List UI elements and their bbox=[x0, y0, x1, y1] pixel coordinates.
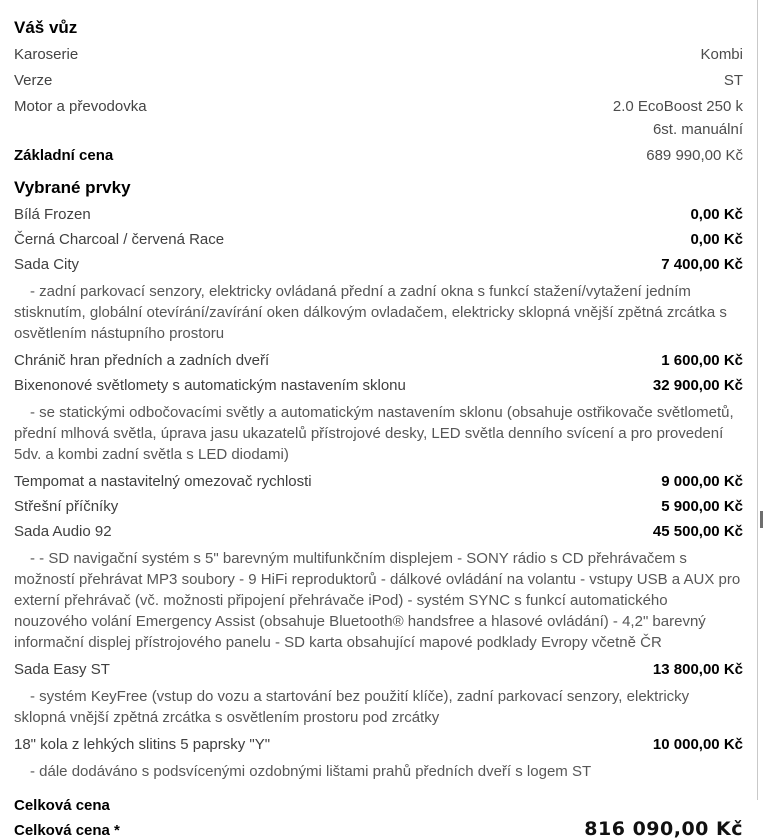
feature-name: Sada Audio 92 bbox=[14, 523, 112, 540]
feature-row bbox=[14, 206, 743, 224]
feature-description: - zadní parkovací senzory, elektricky ovládaná přední a zadní okna s funkcí stažení/vytažení jedním stisknutím, globální otevírání/zavírání oken dálkovým ovladačem, elektricky sklopná vnější zpětná zrcátka s osvětlením nástupního prostoru bbox=[14, 283, 727, 342]
total-price-row bbox=[14, 820, 743, 840]
feature-price: 1 600,00 Kč bbox=[661, 352, 743, 369]
feature-price: 5 900,00 Kč bbox=[661, 498, 743, 515]
spec-row-karoserie bbox=[14, 46, 743, 64]
spec-value: Kombi bbox=[700, 46, 743, 63]
feature-price: 13 800,00 Kč bbox=[652, 661, 743, 678]
feature-name: Sada City bbox=[14, 256, 80, 273]
spec-value: ST bbox=[723, 72, 743, 89]
spec-row-gearbox bbox=[14, 121, 743, 139]
total-price-section bbox=[14, 797, 743, 840]
feature-name: Černá Charcoal / červená Race bbox=[14, 231, 225, 248]
feature-description: - systém KeyFree (vstup do vozu a startování bez použití klíče), zadní parkovací senzory, elektricky sklopná vnější zpětná zrcátka s osvětlením prostoru pod zrcátky bbox=[14, 688, 690, 726]
feature-name: Bílá Frozen bbox=[14, 206, 91, 223]
features-section-title: Vybrané prvky bbox=[14, 178, 131, 197]
feature-price: 0,00 Kč bbox=[690, 231, 743, 248]
total-price-value: 816 090,00 Kč bbox=[584, 818, 743, 840]
spec-label: Verze bbox=[14, 72, 53, 89]
spec-value: 6st. manuální bbox=[652, 121, 743, 138]
feature-row bbox=[14, 523, 743, 541]
base-price-value: 689 990,00 Kč bbox=[646, 147, 743, 164]
base-price-label: Základní cena bbox=[14, 147, 114, 164]
feature-name: Bixenonové světlomety s automatickým nastavením sklonu bbox=[14, 377, 406, 394]
feature-row bbox=[14, 352, 743, 370]
feature-name: Sada Easy ST bbox=[14, 661, 110, 678]
feature-row bbox=[14, 377, 743, 395]
feature-price: 9 000,00 Kč bbox=[661, 473, 743, 490]
spec-value: 2.0 EcoBoost 250 k bbox=[612, 98, 743, 115]
spec-label: Karoserie bbox=[14, 46, 79, 63]
selected-features-section bbox=[14, 178, 743, 782]
feature-row bbox=[14, 256, 743, 274]
feature-name: Chránič hran předních a zadních dveří bbox=[14, 352, 270, 369]
car-summary-section bbox=[14, 18, 743, 165]
feature-description: - dále dodáváno s podsvícenými ozdobnými lištami prahů předních dveří s logem ST bbox=[30, 763, 592, 780]
feature-price: 45 500,00 Kč bbox=[652, 523, 743, 540]
feature-row bbox=[14, 473, 743, 491]
car-section-title: Váš vůz bbox=[14, 18, 78, 37]
feature-description: - se statickými odbočovacími světly a automatickým nastavením sklonu (obsahuje ostřikovače světlometů, přední mlhová světla, úprava jasu ukazatelů přístrojové desky, LED světla denního svícení a pro provedení 5dv. a kombi zadní světla s LED diodami) bbox=[14, 404, 734, 463]
feature-name: Tempomat a nastavitelný omezovač rychlosti bbox=[14, 473, 312, 490]
spec-row-motor bbox=[14, 98, 743, 116]
feature-name: Střešní příčníky bbox=[14, 498, 119, 515]
feature-description: - - SD navigační systém s 5" barevným multifunkčním displejem - SONY rádio s CD přehrávačem s možností přehrávat MP3 soubory - 9 HiFi reproduktorů - dálkové ovládání na volantu - vstupy USB a AUX pro externí přehrávač (vč. možnosti připojení přehrávače iPod) - systém SYNC s funkcí automatického nouzového volání Emergency Assist (obsahuje Bluetooth® handsfree a hlasové ovládání) - 4,2" barevný informační displej přístrojového panelu - SD karta obsahující mapové podklady Evropy včetně ČR bbox=[14, 550, 741, 651]
feature-row bbox=[14, 661, 743, 679]
total-price-label: Celková cena * bbox=[14, 822, 120, 839]
feature-row bbox=[14, 736, 743, 754]
feature-price: 10 000,00 Kč bbox=[652, 736, 743, 753]
feature-name: 18" kola z lehkých slitins 5 paprsky "Y" bbox=[14, 736, 271, 753]
feature-price: 32 900,00 Kč bbox=[652, 377, 743, 394]
feature-price: 0,00 Kč bbox=[690, 206, 743, 223]
total-price-heading: Celková cena bbox=[14, 797, 110, 814]
feature-row bbox=[14, 231, 743, 249]
feature-price: 7 400,00 Kč bbox=[661, 256, 743, 273]
spec-label: Motor a převodovka bbox=[14, 98, 147, 115]
feature-row bbox=[14, 498, 743, 516]
spec-row-verze bbox=[14, 72, 743, 90]
panel-right-border bbox=[757, 0, 758, 800]
base-price-row bbox=[14, 147, 743, 165]
